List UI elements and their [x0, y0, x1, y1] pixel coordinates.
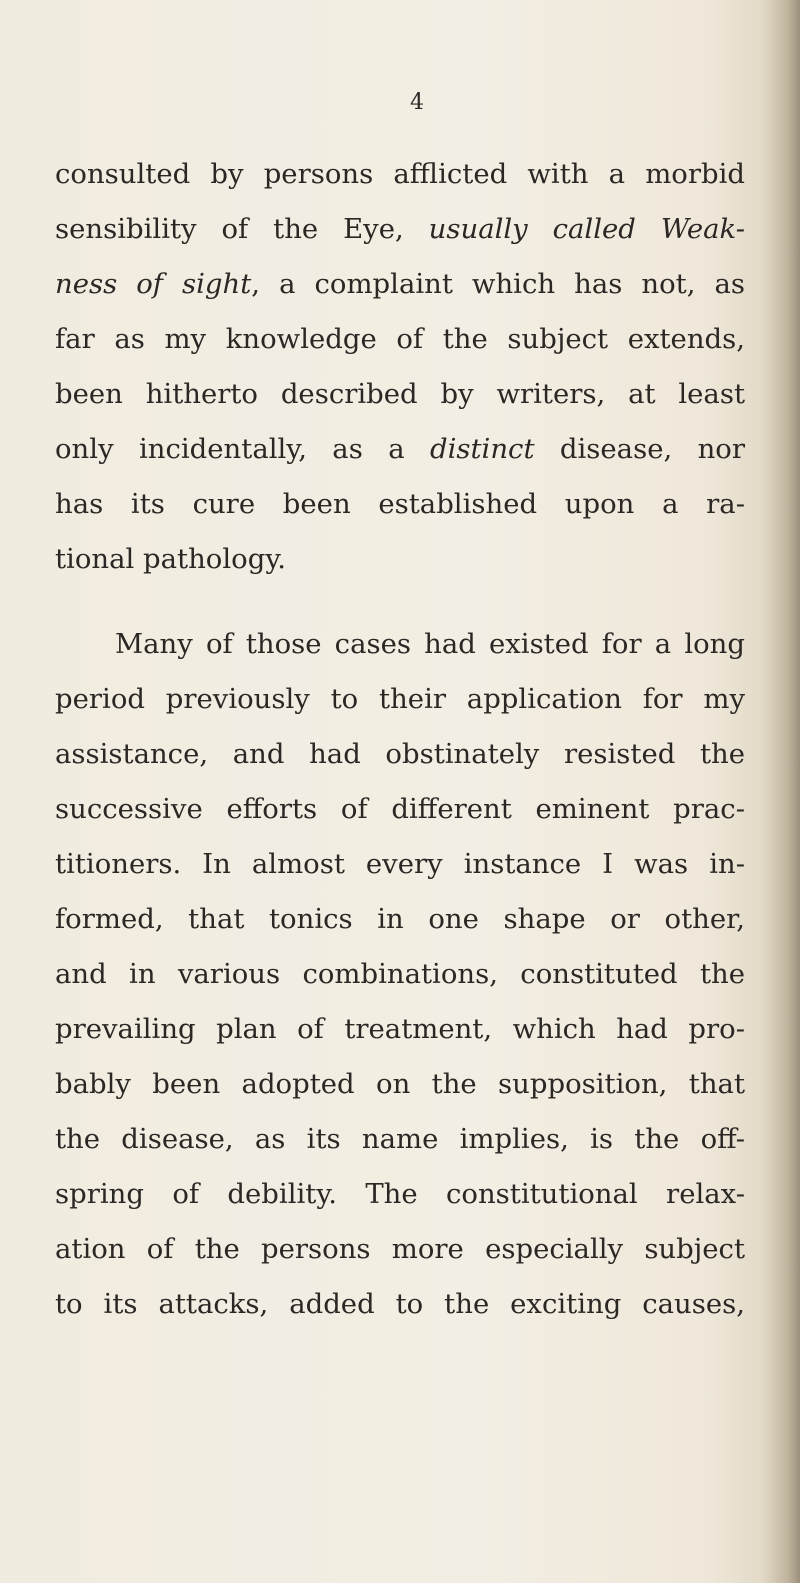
text-line: ation of the persons more especially subject [55, 1233, 745, 1265]
text-line: been hitherto described by writers, at least [55, 378, 745, 410]
text-line: successive efforts of different eminent prac- [55, 793, 745, 825]
text-line: titioners. In almost every instance I was in- [55, 848, 745, 880]
text-line [55, 268, 745, 300]
text-segment: , a complaint which has not, as [251, 268, 745, 300]
text-line: consulted by persons afflicted with a morbid [55, 158, 745, 190]
text-line: assistance, and had obstinately resisted the [55, 738, 745, 770]
text-line: to its attacks, added to the exciting causes, [55, 1288, 745, 1320]
italic-text-segment: ness of sight [55, 268, 252, 300]
text-line: Many of those cases had existed for a long [115, 628, 745, 660]
text-line: far as my knowledge of the subject extends, [55, 323, 745, 355]
text-line: tional pathology. [55, 543, 286, 575]
text-line: spring of debility. The constitutional relax- [55, 1178, 745, 1210]
italic-text-segment: usually called Weak- [428, 213, 745, 245]
text-line: period previously to their application for my [55, 683, 745, 715]
text-segment: only incidentally, as a [55, 433, 430, 465]
text-line: bably been adopted on the supposition, that [55, 1068, 745, 1100]
text-line: prevailing plan of treatment, which had pro- [55, 1013, 745, 1045]
text-segment: sensibility of the Eye, [55, 213, 429, 245]
text-segment: disease, nor [534, 433, 745, 465]
page-edge-shadow [760, 0, 800, 1583]
text-line: formed, that tonics in one shape or other, [55, 903, 745, 935]
text-line [55, 433, 745, 465]
italic-text-segment: distinct [429, 433, 535, 465]
text-line: has its cure been established upon a ra- [55, 488, 745, 520]
text-line [55, 213, 745, 245]
text-line: and in various combinations, constituted the [55, 958, 745, 990]
text-line: the disease, as its name implies, is the off- [55, 1123, 745, 1155]
page-number: 4 [410, 90, 424, 115]
